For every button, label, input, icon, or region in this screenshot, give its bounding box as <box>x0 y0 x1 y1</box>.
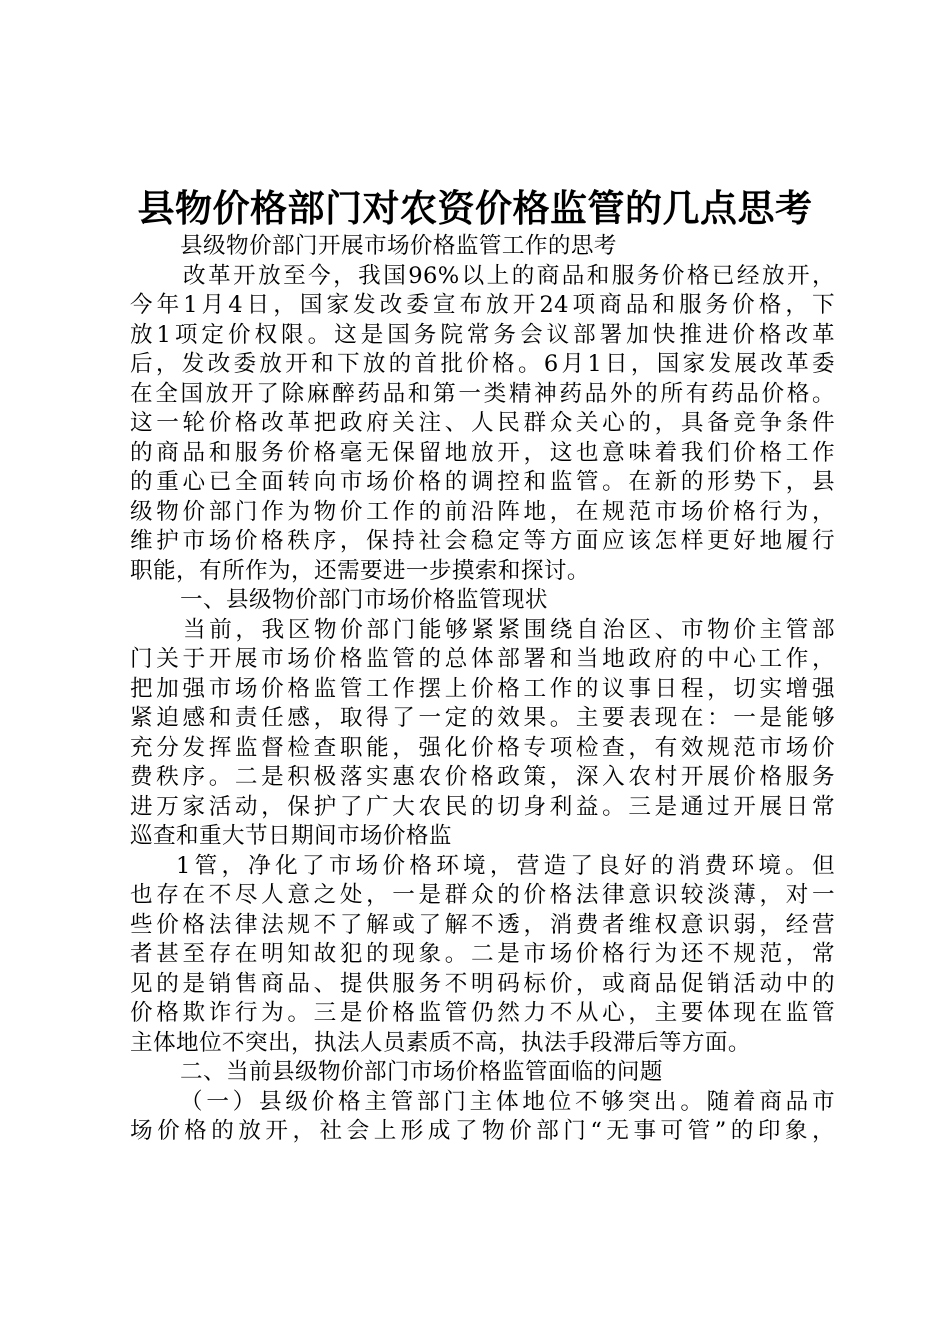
text-line: 这一轮价格改革把政府关注、人民群众关心的，具备竞争条件 <box>130 410 835 436</box>
text-line: 见的是销售商品、提供服务不明码标价，或商品促销活动中的 <box>130 970 835 997</box>
text-line: 改革开放至今，我国96%以上的商品和服务价格已经放开， <box>183 262 835 289</box>
text-line: 价格欺诈行为。三是价格监管仍然力不从心，主要体现在监管 <box>130 1000 835 1026</box>
text-line: 费秩序。二是积极落实惠农价格政策，深入农村开展价格服务 <box>130 764 835 790</box>
text-line: 当前，我区物价部门能够紧紧围绕自治区、市物价主管部 <box>183 616 835 643</box>
section-heading: 一、县级物价部门市场价格监管现状 <box>180 587 548 613</box>
text-line: 把加强市场价格监管工作摆上价格工作的议事日程，切实增强 <box>130 675 835 702</box>
text-line: 县级物价部门开展市场价格监管工作的思考 <box>180 233 617 259</box>
text-line: 后，发改委放开和下放的首批价格。6月1日，国家发展改革委 <box>130 351 835 377</box>
text-line: 维护市场价格秩序，保持社会稳定等方面应该怎样更好地履行 <box>130 528 835 554</box>
text-line: 主体地位不突出，执法人员素质不高，执法手段滞后等方面。 <box>130 1029 751 1056</box>
document-title: 县物价格部门对农资价格监管的几点思考 <box>137 187 813 230</box>
text-line: 放1项定价权限。这是国务院常务会议部署加快推进价格改革 <box>130 321 835 348</box>
document-body <box>130 232 835 1147</box>
text-line: 1管，净化了市场价格环境，营造了良好的消费环境。但 <box>176 852 835 879</box>
text-line: 在全国放开了除麻醉药品和第一类精神药品外的所有药品价格。 <box>130 380 835 407</box>
text-line: 级物价部门作为物价工作的前沿阵地，在规范市场价格行为， <box>130 498 835 525</box>
text-line: 些价格法律法规不了解或了解不透，消费者维权意识弱，经营 <box>130 911 835 938</box>
text-line: 职能，有所作为，还需要进一步摸索和探讨。 <box>130 557 590 584</box>
text-line: 紧迫感和责任感，取得了一定的效果。主要表现在：一是能够 <box>130 705 835 731</box>
text-line: 者甚至存在明知故犯的现象。二是市场价格行为还不规范，常 <box>130 941 835 967</box>
text-line: 也存在不尽人意之处，一是群众的价格法律意识较淡薄，对一 <box>130 882 835 908</box>
text-line: 充分发挥监督检查职能，强化价格专项检查，有效规范市场价 <box>130 734 835 761</box>
text-line: 进万家活动，保护了广大农民的切身利益。三是通过开展日常 <box>130 793 835 820</box>
text-line: 门关于开展市场价格监管的总体部署和当地政府的中心工作， <box>130 646 835 672</box>
text-line: 今年1月4日，国家发改委宣布放开24项商品和服务价格，下 <box>130 292 835 318</box>
text-line: 的商品和服务价格毫无保留地放开，这也意味着我们价格工作 <box>130 439 835 466</box>
text-line: 的重心已全面转向市场价格的调控和监管。在新的形势下，县 <box>130 469 835 495</box>
text-line: 巡查和重大节日期间市场价格监 <box>130 823 452 849</box>
section-heading: 二、当前县级物价部门市场价格监管面临的问题 <box>180 1059 663 1085</box>
text-line: 场价格的放开，社会上形成了物价部门“无事可管”的印象， <box>130 1118 835 1144</box>
text-line: （一）县级价格主管部门主体地位不够突出。随着商品市 <box>180 1088 835 1115</box>
